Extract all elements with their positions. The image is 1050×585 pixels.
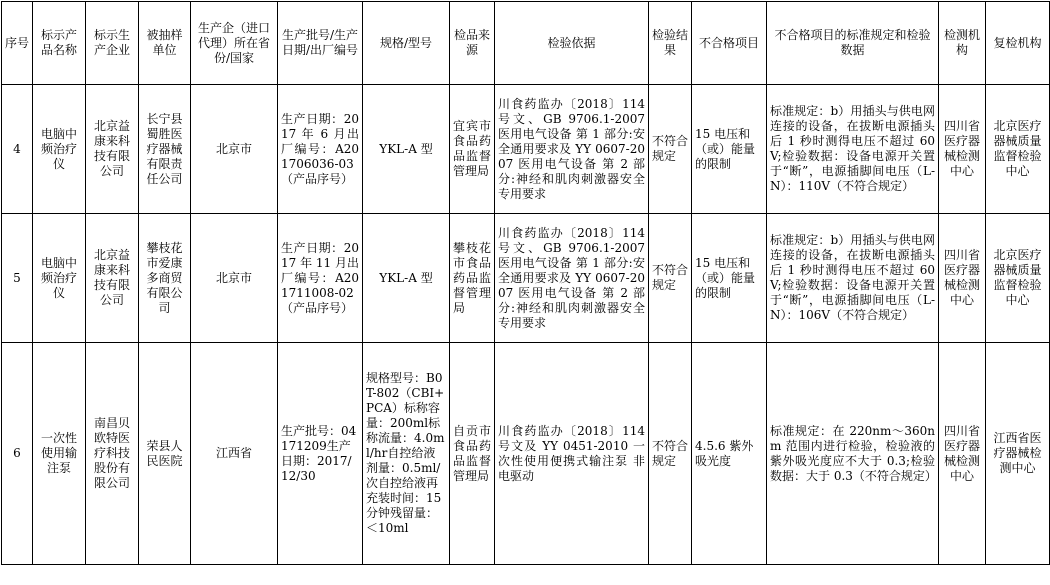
- cell-origin: 北京市: [191, 214, 278, 343]
- cell-model: YKL-A 型: [363, 214, 450, 343]
- cell-seq: 4: [2, 85, 33, 214]
- header-standard: 不合格项目的标准规定和检验数据: [767, 2, 939, 85]
- cell-standard: 标准规定：在 220nm～360nm 范围内进行检验，检验液的紫外吸光度应不大于 0.3;检验数据：大于 0.3（不符合规定）: [767, 343, 939, 565]
- cell-origin: 江西省: [191, 343, 278, 565]
- cell-origin: 北京市: [191, 85, 278, 214]
- cell-model: YKL-A 型: [363, 85, 450, 214]
- cell-basis: 川食药监办〔2018〕114 号文、GB 9706.1-2007 医用电气设备 第 1 部分:安全通用要求及 YY 0607-2007 医用电气设备 第 2 部分:神经和肌肉刺激器安全专用要求: [495, 85, 649, 214]
- header-sample-source: 检品来源: [450, 2, 495, 85]
- header-batch: 生产批号/生产日期/出厂编号: [278, 2, 363, 85]
- cell-product-name: 电脑中频治疗仪: [33, 214, 86, 343]
- inspection-results-table: [1, 1, 1050, 565]
- header-basis: 检验依据: [495, 2, 649, 85]
- cell-result: 不符合规定: [649, 85, 692, 214]
- cell-basis: 川食药监办〔2018〕114 号文、GB 9706.1-2007 医用电气设备 第 1 部分:安全通用要求及 YY 0607-2007 医用电气设备 第 2 部分:神经和肌肉刺激器安全专用要求: [495, 214, 649, 343]
- cell-failed-item: 4.5.6 紫外吸光度: [692, 343, 767, 565]
- header-manufacturer: 标示生产企业: [86, 2, 139, 85]
- header-sampled-unit: 被抽样单位: [139, 2, 191, 85]
- cell-test-org: 四川省医疗器械检测中心: [939, 85, 986, 214]
- cell-recheck-org: 北京医疗器械质量监督检验中心: [986, 214, 1050, 343]
- header-model: 规格/型号: [363, 2, 450, 85]
- cell-failed-item: 15 电压和（或）能量的限制: [692, 85, 767, 214]
- cell-seq: 5: [2, 214, 33, 343]
- table-row: [2, 85, 1050, 214]
- cell-seq: 6: [2, 343, 33, 565]
- cell-sampled-unit: 攀枝花市爱康多商贸有限公司: [139, 214, 191, 343]
- header-seq: 序号: [2, 2, 33, 85]
- cell-model: 规格型号：B0T-802（CBI+PCA）标称容量：200ml标称流量：4.0ml/hr自控给液剂量：0.5ml/次自控给液再充装时间：15 分钟残留量：＜10ml: [363, 343, 450, 565]
- cell-standard: 标准规定：b）用插头与供电网连接的设备，在拔断电源插头后 1 秒时测得电压不超过 60V;检验数据：设备电源开关置于“断”，电源插脚间电压（L-N）：106V（不符合规定）: [767, 214, 939, 343]
- cell-manufacturer: 南昌贝欧特医疗科技股份有限公司: [86, 343, 139, 565]
- cell-sampled-unit: 长宁县蜀胜医疗器械有限责任公司: [139, 85, 191, 214]
- table-header-row: [2, 2, 1050, 85]
- header-test-org: 检测机构: [939, 2, 986, 85]
- cell-sample-source: 自贡市食品药品监督管理局: [450, 343, 495, 565]
- cell-batch: 生产日期：2017 年 6 月出厂编号：A201706036-03（产品序号）: [278, 85, 363, 214]
- table-row: [2, 214, 1050, 343]
- cell-failed-item: 15 电压和（或）能量的限制: [692, 214, 767, 343]
- cell-test-org: 四川省医疗器械检测中心: [939, 343, 986, 565]
- cell-batch: 生产日期：2017 年 11 月出厂编号：A201711008-02（产品序号）: [278, 214, 363, 343]
- cell-recheck-org: 江西省医疗器械检测中心: [986, 343, 1050, 565]
- header-result: 检验结果: [649, 2, 692, 85]
- cell-result: 不符合规定: [649, 214, 692, 343]
- cell-product-name: 电脑中频治疗仪: [33, 85, 86, 214]
- header-failed-item: 不合格项目: [692, 2, 767, 85]
- cell-manufacturer: 北京益康来科技有限公司: [86, 214, 139, 343]
- cell-recheck-org: 北京医疗器械质量监督检验中心: [986, 85, 1050, 214]
- header-product-name: 标示产品名称: [33, 2, 86, 85]
- cell-batch: 生产批号：04171209生产日期：2017/12/30: [278, 343, 363, 565]
- cell-sample-source: 攀枝花市食品药品监督管理局: [450, 214, 495, 343]
- cell-sampled-unit: 荣县人民医院: [139, 343, 191, 565]
- cell-product-name: 一次性使用输注泵: [33, 343, 86, 565]
- cell-manufacturer: 北京益康来科技有限公司: [86, 85, 139, 214]
- table-row: [2, 343, 1050, 565]
- header-origin: 生产企（进口代理）所在省份/国家: [191, 2, 278, 85]
- cell-basis: 川食药监办〔2018〕114 号文及 YY 0451-2010 一次性使用便携式输注泵 非电驱动: [495, 343, 649, 565]
- cell-result: 不符合规定: [649, 343, 692, 565]
- cell-sample-source: 宜宾市食品药品监督管理局: [450, 85, 495, 214]
- cell-test-org: 四川省医疗器械检测中心: [939, 214, 986, 343]
- cell-standard: 标准规定：b）用插头与供电网连接的设备，在拔断电源插头后 1 秒时测得电压不超过 60V;检验数据：设备电源开关置于“断”，电源插脚间电压（L-N）：110V（不符合规定）: [767, 85, 939, 214]
- header-recheck-org: 复检机构: [986, 2, 1050, 85]
